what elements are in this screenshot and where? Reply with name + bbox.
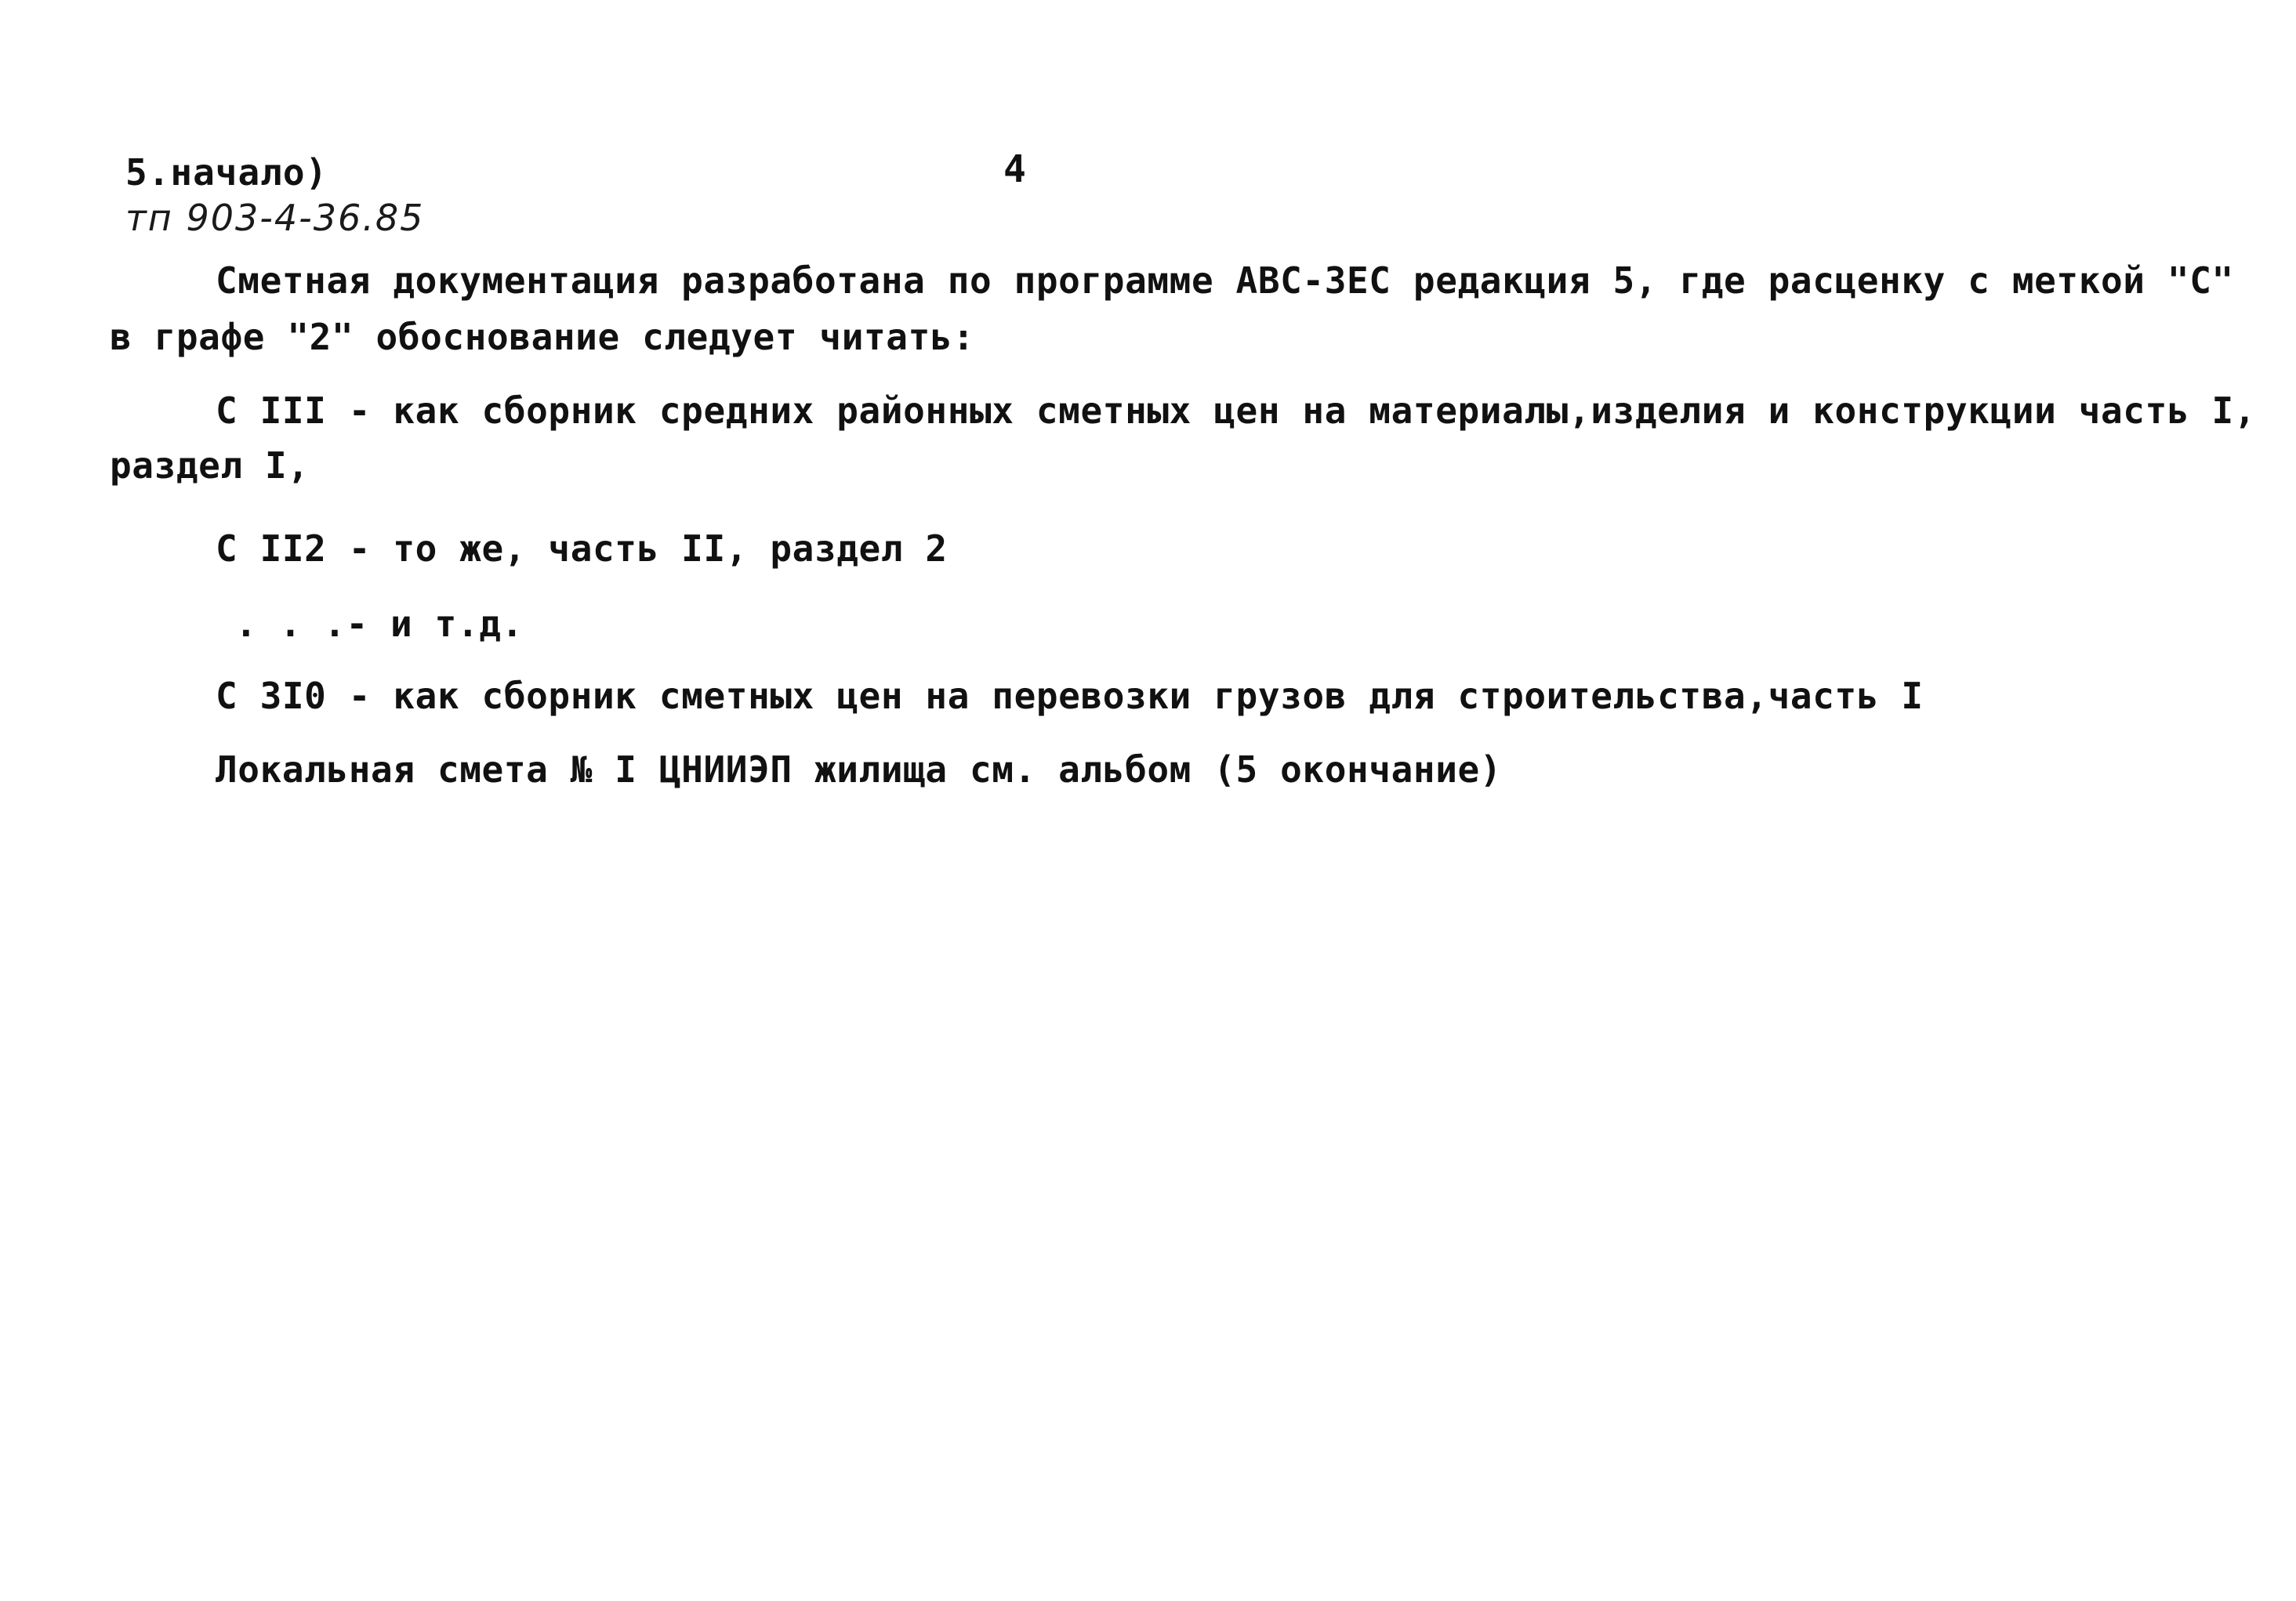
- etc-text-line: . . .- и т.д.: [235, 603, 524, 645]
- handwritten-document-code: тп 903-4-36.85: [125, 197, 425, 239]
- c112-text-line: С II2 - то же, часть II, раздел 2: [216, 527, 948, 570]
- local-estimate-text-line: Локальная смета № I ЦНИИЭП жилища см. альбом (5 окончание): [216, 748, 1503, 791]
- c310-text-line: С 3I0 - как сборник сметных цен на перевозки грузов для строительства,часть I: [216, 675, 1924, 717]
- section-label: 5.начало): [125, 151, 328, 194]
- intro-text-line-2: в графе "2" обоснование следует читать:: [110, 316, 975, 358]
- page-number: 4: [1003, 147, 1026, 191]
- c111-text-line-1: С III - как сборник средних районных сметных цен на материалы,изделия и конструкции часть I,: [216, 389, 2257, 432]
- c111-text-line-2: раздел I,: [110, 444, 310, 487]
- intro-text-line-1: Сметная документация разработана по программе АВС-ЗЕС редакция 5, где расценку с меткой "С": [216, 259, 2234, 302]
